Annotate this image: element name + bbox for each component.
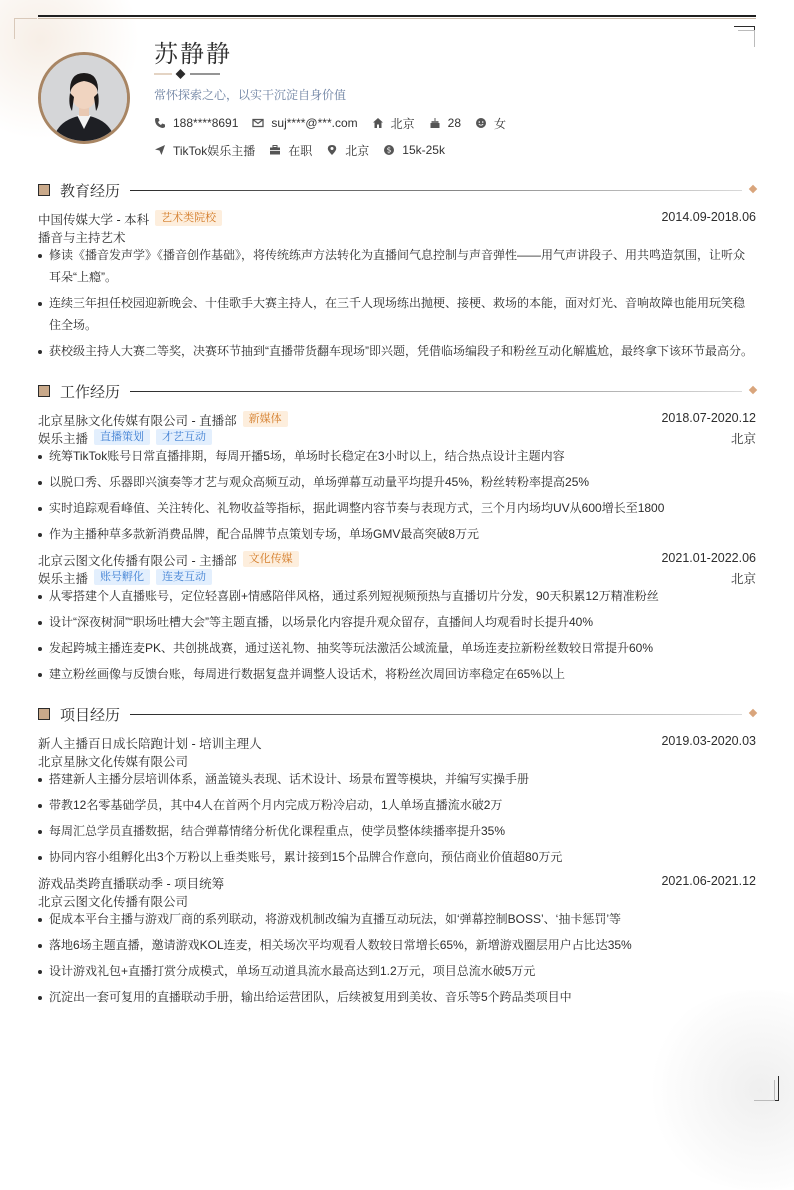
skill-tag: 直播策划 bbox=[94, 429, 150, 445]
project-org-row bbox=[38, 892, 756, 908]
job-role-row bbox=[38, 569, 756, 585]
location-icon bbox=[326, 144, 338, 156]
list-item: 获校级主持人大赛二等奖，决赛环节抽到“直播带货翻车现场”即兴题，凭借临场编段子和粉丝互动化解尴尬，最终拿下该环节最高分。 bbox=[38, 340, 756, 362]
major-row bbox=[38, 228, 756, 244]
job-company-row bbox=[38, 551, 756, 567]
list-item: 沉淀出一套可复用的直播联动手册，输出给运营团队，后续被复用到美妆、音乐等5个跨品类项目中 bbox=[38, 986, 756, 1008]
list-item: 统筹TikTok账号日常直播排期，每周开播5场，单场时长稳定在3小时以上，结合热点设计主题内容 bbox=[38, 445, 756, 467]
city-text: 北京 bbox=[390, 116, 415, 131]
list-item: 促成本平台主播与游戏厂商的系列联动，将游戏机制改编为直播互动玩法，如‘弹幕控制BOSS’、‘抽卡惩罚’等 bbox=[38, 908, 756, 930]
job-role: 娱乐主播 bbox=[38, 572, 89, 586]
diamond-icon bbox=[749, 386, 757, 394]
list-item: 发起跨城主播连麦PK、共创挑战赛，通过送礼物、抽奖等玩法激活公域流量，单场连麦拉新粉丝数较日常提升60% bbox=[38, 637, 756, 659]
briefcase-icon bbox=[269, 144, 281, 156]
section-marker bbox=[38, 184, 50, 196]
list-item: 建立粉丝画像与反馈台账，每周进行数据复盘并调整人设话术，将粉丝次周回访率稳定在65%以上 bbox=[38, 663, 756, 685]
list-item: 带教12名零基础学员，其中4人在首两个月内完成万粉冷启动，1人单场直播流水破2万 bbox=[38, 794, 756, 816]
section-title: 项目经历 bbox=[60, 707, 121, 724]
money-icon bbox=[383, 144, 395, 156]
email-text: suj****@***.com bbox=[271, 116, 358, 130]
job-company-row bbox=[38, 411, 756, 427]
section-rule bbox=[130, 190, 742, 191]
list-item: 修读《播音发声学》《播音创作基础》，将传统练声方法转化为直播间气息控制与声音弹性——用气声讲段子、用共鸣造氛围，让听众耳朵“上瘾”。 bbox=[38, 244, 756, 288]
section-header-projects bbox=[38, 706, 756, 722]
project-title-row bbox=[38, 874, 756, 890]
candidate-name: 苏静静 bbox=[154, 41, 232, 68]
industry-tag: 文化传媒 bbox=[243, 551, 299, 567]
diamond-icon bbox=[749, 185, 757, 193]
list-item: 落地6场主题直播，邀请游戏KOL连麦，相关场次平均观看人数较日常增长65%，新增游戏圈层用户占比达35% bbox=[38, 934, 756, 956]
job-role: 娱乐主播 bbox=[38, 432, 89, 446]
age-text: 28 bbox=[447, 116, 461, 130]
position-text: TikTok娱乐主播 bbox=[173, 143, 256, 158]
target-city-item bbox=[326, 142, 369, 159]
project-org: 北京星脉文化传媒有限公司 bbox=[38, 755, 189, 769]
section-header-work bbox=[38, 383, 756, 399]
project-org: 北京云图文化传播有限公司 bbox=[38, 895, 189, 909]
avatar bbox=[38, 52, 130, 144]
project-period: 2019.03-2020.03 bbox=[661, 734, 756, 748]
gender-text: 女 bbox=[494, 116, 507, 131]
status-text: 在职 bbox=[288, 143, 313, 158]
age-item bbox=[429, 116, 461, 130]
phone-item bbox=[154, 116, 238, 130]
list-item: 作为主播种草多款新消费品牌，配合品牌节点策划专场，单场GMV最高突破8万元 bbox=[38, 523, 756, 545]
email-item bbox=[252, 116, 357, 130]
target-city-text: 北京 bbox=[345, 143, 370, 158]
job-city: 北京 bbox=[730, 572, 756, 586]
status-item bbox=[269, 142, 312, 159]
tagline: 常怀探索之心，以实干沉淀自身价值 bbox=[154, 88, 347, 102]
project-name: 新人主播百日成长陪跑计划 - 培训主理人 bbox=[38, 737, 262, 751]
section-marker bbox=[38, 385, 50, 397]
list-item: 实时追踪观看峰值、关注转化、礼物收益等指标，据此调整内容节奏与表现方式，三个月内场均UV从600增长至1800 bbox=[38, 497, 756, 519]
section-rule bbox=[130, 714, 742, 715]
list-item: 搭建新人主播分层培训体系，涵盖镜头表现、话术设计、场景布置等模块，并编写实操手册 bbox=[38, 768, 756, 790]
list-item: 设计游戏礼包+直播打赏分成模式，单场互动道具流水最高达到1.2万元，项目总流水破5万元 bbox=[38, 960, 756, 982]
job-city: 北京 bbox=[730, 432, 756, 446]
list-item: 每周汇总学员直播数据，结合弹幕情绪分析优化课程重点，使学员整体续播率提升35% bbox=[38, 820, 756, 842]
corner-ornament bbox=[14, 18, 37, 39]
diamond-icon bbox=[749, 709, 757, 717]
top-rule bbox=[38, 18, 756, 19]
svg-text:$: $ bbox=[386, 145, 392, 155]
education-period: 2014.09-2018.06 bbox=[661, 210, 756, 224]
section-title: 工作经历 bbox=[60, 384, 121, 401]
skill-tag: 连麦互动 bbox=[156, 569, 212, 585]
city-item bbox=[372, 115, 415, 132]
top-rule bbox=[38, 15, 756, 17]
salary-text: 15k-25k bbox=[402, 143, 445, 157]
job-period: 2018.07-2020.12 bbox=[661, 411, 756, 425]
cake-icon bbox=[429, 117, 441, 129]
phone-text: 188****8691 bbox=[173, 116, 239, 130]
phone-icon bbox=[154, 117, 166, 129]
send-icon bbox=[154, 144, 166, 156]
project-title-row bbox=[38, 734, 756, 750]
section-marker bbox=[38, 708, 50, 720]
job-period: 2021.01-2022.06 bbox=[661, 551, 756, 565]
corner-ornament bbox=[738, 30, 755, 47]
school-name: 中国传媒大学 - 本科 bbox=[38, 213, 150, 227]
company-name: 北京星脉文化传媒有限公司 - 直播部 bbox=[38, 414, 237, 428]
corner-ornament bbox=[754, 1080, 775, 1101]
industry-tag: 新媒体 bbox=[243, 411, 288, 427]
list-item: 以脱口秀、乐器即兴演奏等才艺与观众高频互动，单场弹幕互动量平均提升45%，粉丝转粉率提高25% bbox=[38, 471, 756, 493]
name-divider bbox=[154, 69, 220, 79]
section-title: 教育经历 bbox=[60, 183, 121, 200]
project-org-row bbox=[38, 752, 756, 768]
project-name: 游戏品类跨直播联动季 - 项目统筹 bbox=[38, 877, 225, 891]
job-intent-row bbox=[154, 142, 459, 158]
project-period: 2021.06-2021.12 bbox=[661, 874, 756, 888]
skill-tag: 账号孵化 bbox=[94, 569, 150, 585]
home-icon bbox=[372, 117, 384, 129]
gender-icon bbox=[475, 117, 487, 129]
list-item: 连续三年担任校园迎新晚会、十佳歌手大赛主持人，在三千人现场练出抛梗、接梗、救场的本能，面对灯光、音响故障也能用玩笑稳住全场。 bbox=[38, 292, 756, 336]
gender-item bbox=[475, 115, 506, 132]
salary-item bbox=[383, 143, 445, 157]
mail-icon bbox=[252, 117, 264, 129]
position-item bbox=[154, 142, 255, 159]
contact-row bbox=[154, 115, 520, 131]
job-role-row bbox=[38, 429, 756, 445]
list-item: 从零搭建个人直播账号，定位轻喜剧+情感陪伴风格，通过系列短视频预热与直播切片分发，90天积累12万精准粉丝 bbox=[38, 585, 756, 607]
section-rule bbox=[130, 391, 742, 392]
list-item: 协同内容小组孵化出3个万粉以上垂类账号，累计接到15个品牌合作意向，预估商业价值超80万元 bbox=[38, 846, 756, 868]
list-item: 设计“深夜树洞”“职场吐槽大会”等主题直播，以场景化内容提升观众留存，直播间人均观看时长提升40% bbox=[38, 611, 756, 633]
major-name: 播音与主持艺术 bbox=[38, 231, 126, 245]
skill-tag: 才艺互动 bbox=[156, 429, 212, 445]
school-tag: 艺术类院校 bbox=[155, 210, 222, 226]
education-row bbox=[38, 210, 756, 226]
company-name: 北京云图文化传播有限公司 - 主播部 bbox=[38, 554, 237, 568]
section-header-education bbox=[38, 182, 756, 198]
